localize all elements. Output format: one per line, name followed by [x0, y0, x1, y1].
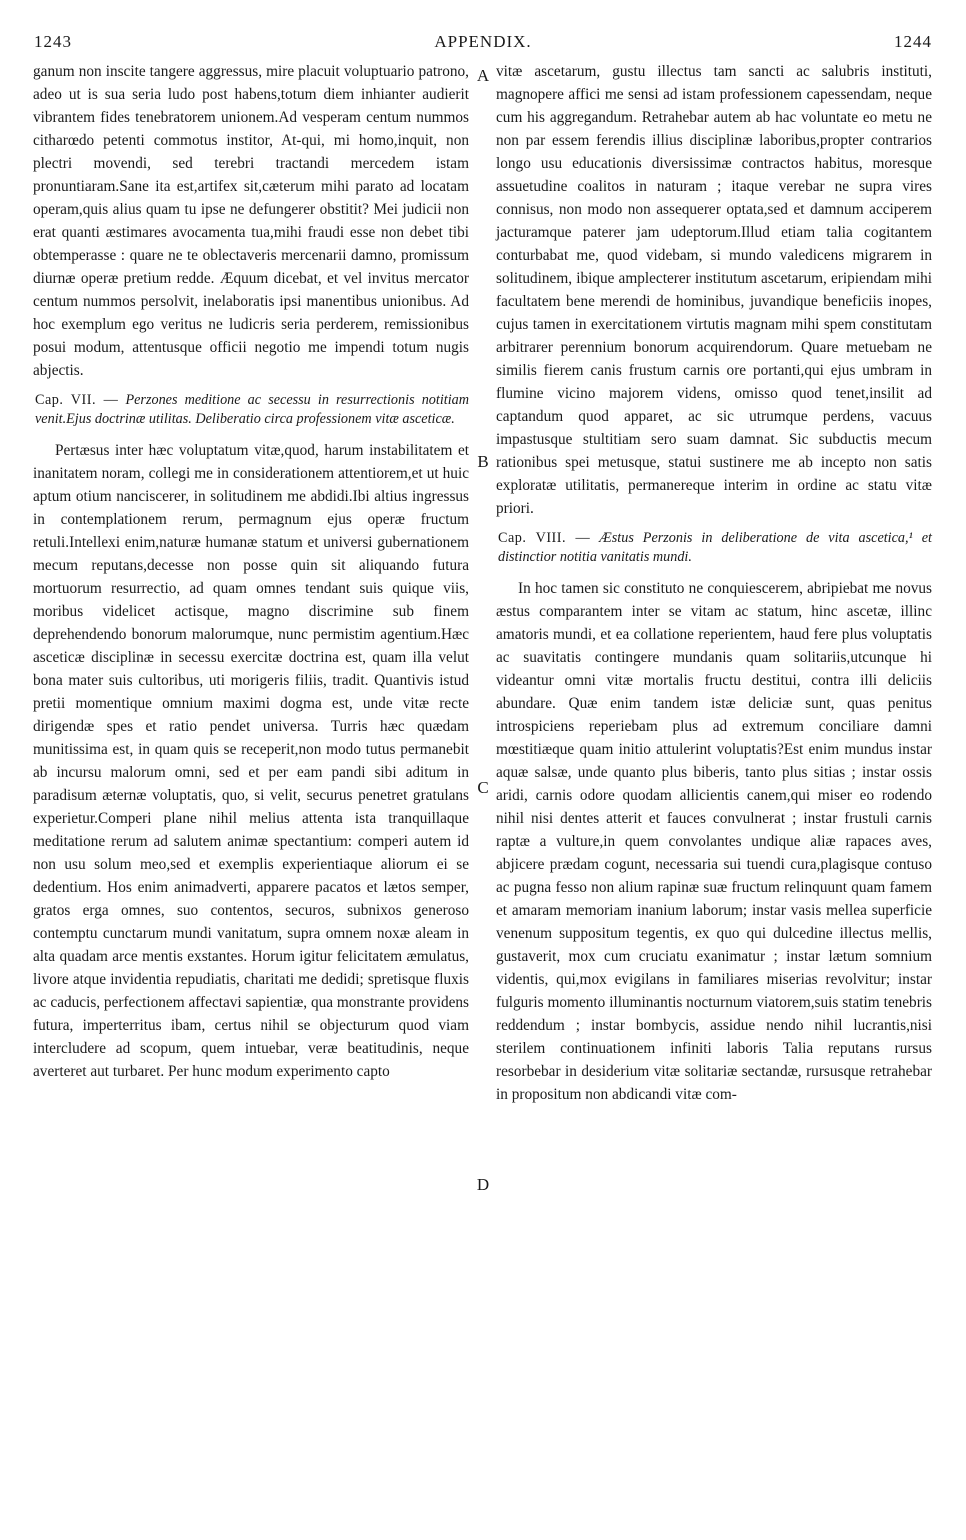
margin-letter-d: D: [476, 1175, 490, 1194]
paragraph: In hoc tamen sic constituto ne conquiescerem, abripiebat me novus æstus comparantem inter se vitam ac statum, hinc ascetæ, illinc amatoris mundi, et ea collatione reperientem, haud fere plus voluptatis ac suavitatis contingere mundanis quam solitariis,utcunque hi videantur omni vitæ mortalis fructu destitui, contra illi deliciis abundare. Quæ enim tandem istæ deliciæ sunt, quas penitus introspiciens reperiebam plus ad extremum conciliare damni mœstitiæque quam initio attulerint voluptatis?Est enim mundus instar aquæ salsæ, unde quanto plus biberis, tanto plus sitias ; instar ossis aridi, carnis odore quodam allicientis canem,qui miser eo rodendo nihil nisi dentes atterit et fauces convulnerat ; instar frustuli carnis raptæ a vulture,in quem convolantes undique aliæ rapaces aves, abjicere prædam cogunt, necessaria sui tuendi cura,plagisque contuso ac pugna fesso non alium rapinæ suæ fructum relinquunt quam famem et amaram memoriam inanium laborum; instar vasis mellea superficie venenum suppositum tegentis, ex quo qui dulcedine illectus mellis, gustaverit, mox cum cruciatu exanimatur ; instar lætum somnium videntis, qui,mox evigilans in familiares miserias revolvitur; instar fulguris momento illuminantis nocturnum viatorem,suis statim tenebris reddendum ; instar bombycis, assidue nendo nihil lucrantis,nisi sterilem continuationem infiniti laboris Talia reputans rursus resorbebar in desiderium vitæ solitariæ sectandæ, rursusque retrahebar in propositum non abdicandi vitæ com-: [496, 580, 932, 1103]
left-column: [33, 60, 469, 1083]
margin-letter-c: C: [477, 778, 489, 797]
chapter-number: Cap. VIII. —: [498, 530, 591, 546]
chapter-title: Perzones meditione ac secessu in resurrectionis notitiam venit.Ejus doctrinæ utilitas. Deliberatio circa professionem vitæ asceticæ.: [35, 392, 470, 427]
chapter-number: Cap. VII. —: [35, 392, 119, 408]
margin-letter-b: B: [477, 452, 489, 471]
chapter-heading: [496, 529, 932, 566]
right-page-number: 1244: [894, 32, 932, 51]
right-column: [496, 60, 932, 1106]
chapter-heading: [33, 391, 469, 428]
left-page-number: 1243: [34, 32, 72, 51]
paragraph: Pertæsus inter hæc voluptatum vitæ,quod, harum instabilitatem et inanitatem noram, collegi me in considerationem attentiorem,et ut huic aptum otium nanciscerer, in solitudinem me abdidi.Ibi altius ingressus in contemplationem rerum, permagnum ejus operæ fructum retuli.Intellexi enim,naturæ humanæ statum et universi gubernationem mecum reputans,decesse non posse quin sit aliquando futura mortuorum resurrectio, ad quam omnes tendant suis quique viis, moribus videlicet actisque, magno discrimine sub finem deprehendendo bonorum malorumque, nunc permistim agentium.Hæc asceticæ disciplinæ in secessu exercitæ doctrina est, quam illa velut bona mater suis cultoribus, uti morigeris filiis, tradit. Quantivis istud pretii momentique omnium maximi dogma est, unde vitæ recte dirigendæ spes et ratio pendet universa. Turris hæc quædam munitissima est, in quam quis se receperit,non modo tutus permanebit ab incursu malorum omni, sed et per eam pandi sibi aditum in paradisum æternæ voluptatis, quo, si velit, securus penetret gratulans experietur.Comperi plane nihil melius attenta ista tranquillaque meditatione rerum ad salutem animæ spectantium: comperi autem id non usu solum meo,sed et exemplis experientiaque aliorum ei se dedentium. Hos enim animadverti, apparere pacatos et lætos semper, gratos erga omnes, suo contentos, securos, subnixos generoso contemptu cunctarum mundi vanitatum, supra omnem noxæ aleam in alta quadam arce mentis exstantes. Horum igitur felicitatem æmulatus, livore atque invidentia repudiatis, charitati me dedidi; spretisque fluxis ac caducis, perfectionem affectavi sapientiæ, qua monstrante providens futura, imperterritus ibam, certus nihil se objecturum quod viam intercludere ad scopum, quem intuebar, veræ beatitudinis, neque averteret aut turbaret. Per hunc modum experimento capto: [33, 442, 469, 1080]
paragraph: vitæ ascetarum, gustu illectus tam sancti ac salubris instituti, magnopere affici me sensi ad istam professionem capessendam, neque cum his aggregandum. Retrahebar autem ab hac voluntate eo metu ne non par essem ferendis illius disciplinæ laboribus,propter contrarios longo usu educationis diversissimæ contractos habitus, moresque assuetudine coalitos in naturam ; itaque verebar ne supra vires connisus, non modo non assequerer optata,sed et damnum acciperem jacturamque paterer jam udeptorum.Illud etiam talia cogitantem conturbabat me, quod videbam, si mundo valedicens migrarem in solitudinem, ibique amplecterer institutum ascetarum, eripiendam mihi facultatem bene merendi de hominibus, juvandique beneficiis inopes, cujus tamen in exercitationem virtutis magnam mihi spem constitutam arbitrarer perennium bonorum acquirendorum. Quare metuebam ne similis fierem canis frustum carnis ore portanti,qui ejus umbram in flumine vicino majorem videns, omisso quod tenet,insilit ad captandum quod apparet, ac sic utrumque perdens, vacuus impastusque stultitiam sero suam damnat. Sic subductis mecum rationibus spei metusque, statui sustinere me ab incepto non satis exploratæ utilitatis, permanereque interim in ordine ac statu vitæ priori.: [496, 63, 932, 517]
running-title: APPENDIX.: [434, 32, 532, 51]
paragraph: ganum non inscite tangere aggressus, mire placuit voluptuario patrono, adeo ut is sua seria ludo post habens,totum diem inhianter audierit vibrantem fides tenebratorem unionem.Ad vesperam centum nummos citharœdo petenti commotus institor, At-qui, mi homo,inquit, non plectri movendi, sed terebri tractandi mercedem istam pronuntiaram.Sane ita est,artifex sit,cæterum mihi parato ad locatam operam,quis alius quam tu ipse ne defungerer obstitit? Mei judicii non erat quanti æstimares avocamenta tua,mihi fraudi esse non debet tibi obtemperasse : quare ne te oblectaveris mercenarii damno, promissum diurnæ operæ pretium redde. Æquum dicebat, et vel invitus mercator centum nummos persolvit, inelaboratis ipsi manentibus unionibus. Ad hoc exemplum ego veritus ne ludicris seria perderem, remissionibus posui modum, attentusque officii negotio me impendi totum nugis abjectis.: [33, 63, 469, 379]
chapter-title: Æstus Perzonis in deliberatione de vita ascetica,¹ et distinctior notitia vanitatis mundi.: [498, 530, 932, 565]
margin-letter-a: A: [476, 66, 490, 85]
page-header: [34, 32, 932, 54]
